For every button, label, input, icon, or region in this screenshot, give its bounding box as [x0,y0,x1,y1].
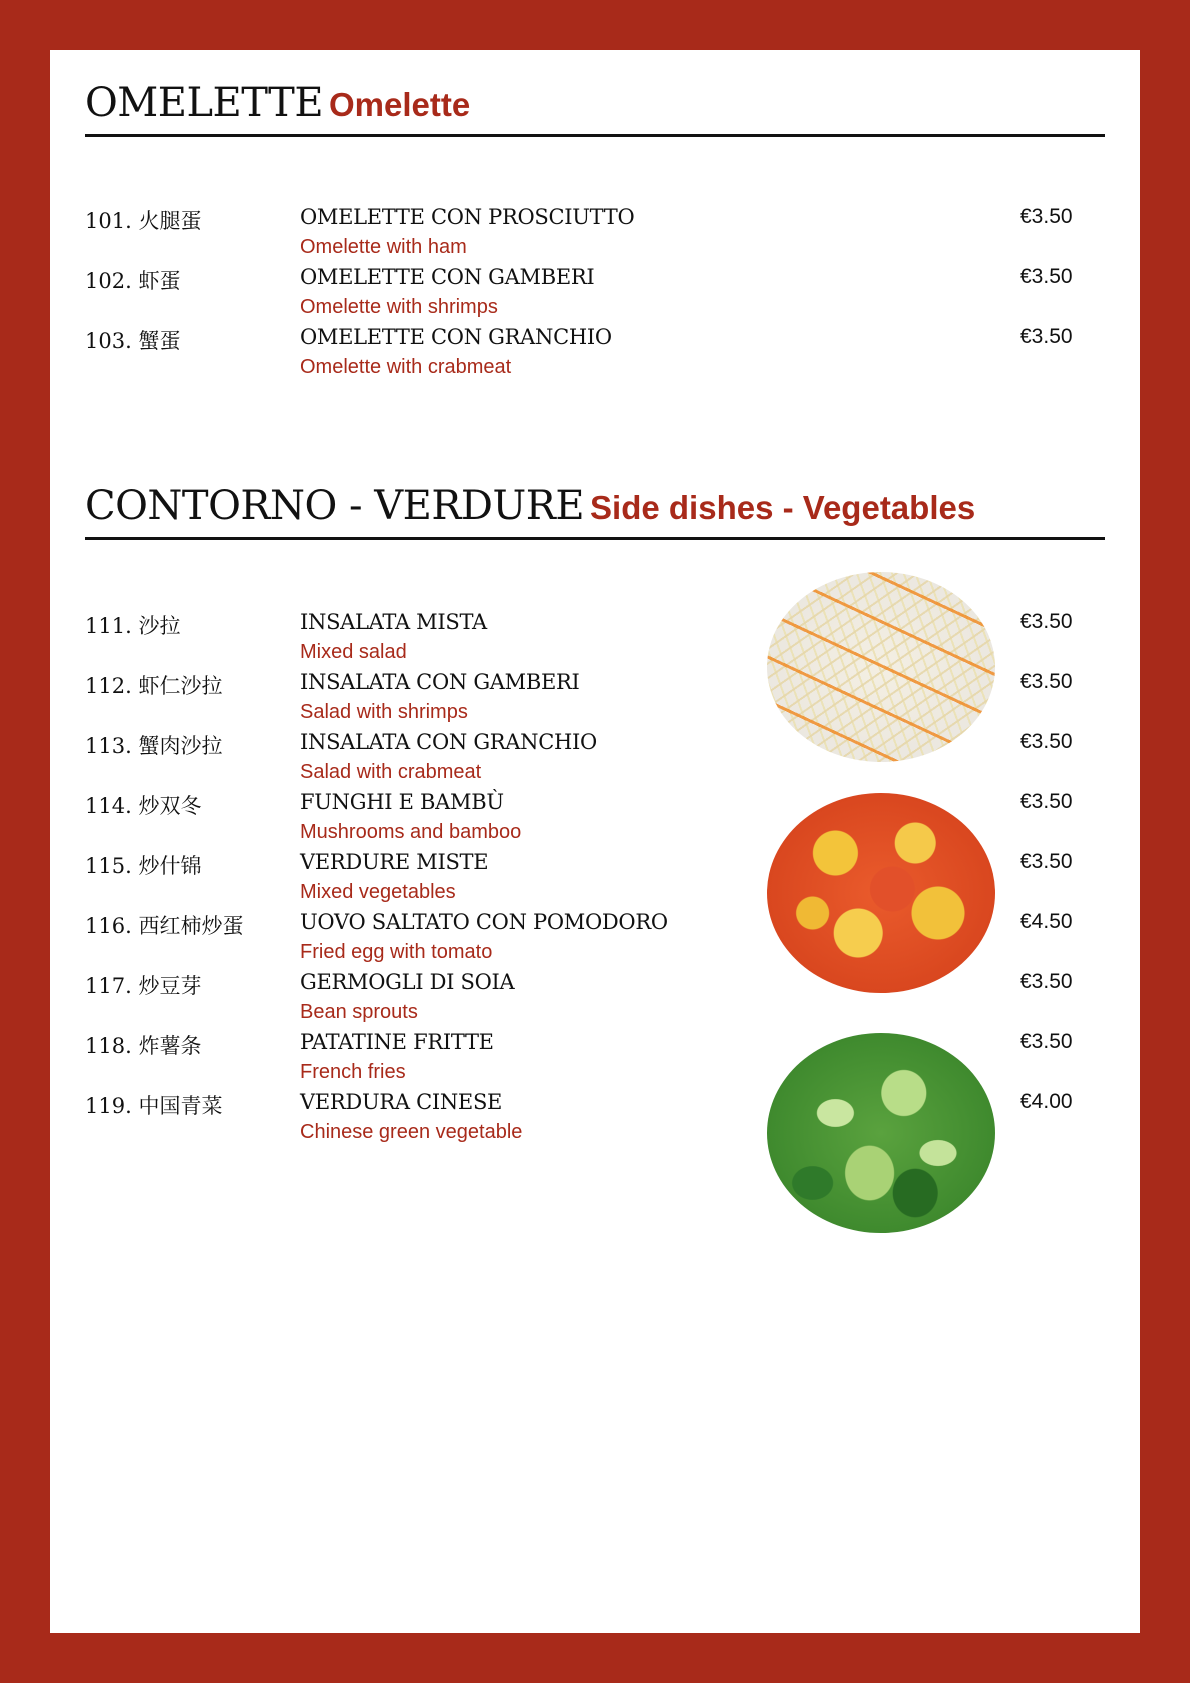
item-name-italian: OMELETTE CON GAMBERI [300,265,595,289]
item-number: 103. 蟹蛋 [85,329,181,353]
item-number: 115. 炒什锦 [85,854,202,878]
section-title-side-dishes [85,483,975,529]
item-number: 112. 虾仁沙拉 [85,674,223,698]
item-number: 102. 虾蛋 [85,269,181,293]
menu-item-115 [50,850,1140,910]
menu-page [50,50,1140,1633]
item-name-english: Chinese green vegetable [300,1121,523,1143]
item-name-english: Mixed salad [300,641,407,663]
item-price: €3.50 [1020,610,1073,633]
item-name-italian: VERDURE MISTE [300,850,489,874]
item-name-italian: INSALATA CON GRANCHIO [300,730,597,754]
item-name-english: Omelette with crabmeat [300,356,512,378]
item-price: €4.50 [1020,910,1073,933]
item-name-italian: VERDURA CINESE [300,1090,503,1114]
item-name-english: Omelette with shrimps [300,296,498,318]
item-price: €3.50 [1020,850,1073,873]
menu-item-102 [50,265,1140,325]
section-title-english: Omelette [329,86,471,123]
item-name-italian: INSALATA MISTA [300,610,487,634]
item-name-italian: FUNGHI E BAMBÙ [300,790,504,814]
item-price: €3.50 [1020,205,1073,228]
section-divider [85,134,1105,137]
item-number: 116. 西红柿炒蛋 [85,914,244,938]
item-number: 111. 沙拉 [85,614,181,638]
section-title-italian: CONTORNO - VERDURE [85,483,585,529]
item-name-italian: OMELETTE CON PROSCIUTTO [300,205,635,229]
item-number: 101. 火腿蛋 [85,209,202,233]
item-name-italian: INSALATA CON GAMBERI [300,670,580,694]
menu-item-111 [50,610,1140,670]
item-price: €3.50 [1020,325,1073,348]
item-name-english: Mushrooms and bamboo [300,821,522,843]
menu-item-118 [50,1030,1140,1090]
item-name-italian: UOVO SALTATO CON POMODORO [300,910,668,934]
item-name-english: Omelette with ham [300,236,467,258]
menu-item-112 [50,670,1140,730]
item-name-italian: OMELETTE CON GRANCHIO [300,325,612,349]
item-number: 113. 蟹肉沙拉 [85,734,223,758]
item-name-italian: GERMOGLI DI SOIA [300,970,515,994]
menu-item-117 [50,970,1140,1030]
menu-item-103 [50,325,1140,385]
menu-item-114 [50,790,1140,850]
item-price: €3.50 [1020,730,1073,753]
item-number: 118. 炸薯条 [85,1034,202,1058]
section-divider [85,537,1105,540]
item-price: €3.50 [1020,670,1073,693]
item-name-english: Bean sprouts [300,1001,418,1023]
item-name-english: Mixed vegetables [300,881,456,903]
menu-item-119 [50,1090,1140,1150]
item-price: €3.50 [1020,790,1073,813]
item-price: €3.50 [1020,265,1073,288]
item-price: €3.50 [1020,970,1073,993]
item-price: €3.50 [1020,1030,1073,1053]
section-title-italian: OMELETTE [85,80,324,126]
item-name-english: Salad with shrimps [300,701,468,723]
item-name-italian: PATATINE FRITTE [300,1030,494,1054]
section-title-english: Side dishes - Vegetables [590,489,976,526]
item-name-english: Fried egg with tomato [300,941,493,963]
menu-item-116 [50,910,1140,970]
item-number: 117. 炒豆芽 [85,974,202,998]
item-number: 119. 中国青菜 [85,1094,223,1118]
item-name-english: Salad with crabmeat [300,761,482,783]
menu-item-113 [50,730,1140,790]
item-name-english: French fries [300,1061,406,1083]
menu-item-101 [50,205,1140,265]
section-title-omelette [85,80,470,126]
item-number: 114. 炒双冬 [85,794,202,818]
item-price: €4.00 [1020,1090,1073,1113]
